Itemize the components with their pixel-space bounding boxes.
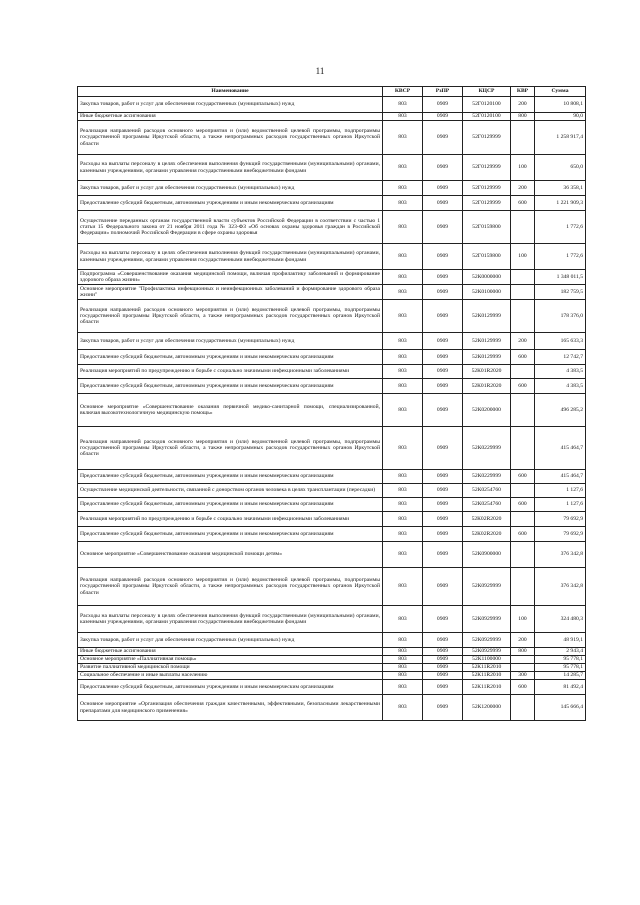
cell-rzpr: 0909 [423, 498, 463, 512]
cell-name: Закупка товаров, работ и услуг для обеспечения государственных (муниципальных) нужд [78, 633, 383, 648]
cell-rzpr: 0909 [423, 512, 463, 527]
cell-name: Предоставление субсидий бюджетным, автономным учреждениям и иным некоммерческим организациям [78, 379, 383, 394]
cell-kvsr: 803 [383, 270, 423, 285]
cell-sum: 1 772,6 [535, 211, 586, 244]
table-header-row [78, 87, 586, 97]
cell-name: Реализация мероприятий по предупреждению и борьбе с социально значимыми инфекционными заболеваниями [78, 365, 383, 379]
cell-rzpr: 0909 [423, 113, 463, 121]
cell-sum: 376 342,8 [535, 568, 586, 606]
cell-sum: 1 221 909,3 [535, 196, 586, 211]
cell-sum: 2 943,4 [535, 648, 586, 656]
budget-table [77, 86, 586, 721]
header-kcsr: КЦСР [463, 87, 511, 97]
cell-kvr: 100 [511, 244, 535, 270]
cell-kcsr: 52К0129999 [463, 300, 511, 333]
cell-name: Основное мероприятие "Профилактика инфекционных и неинфекционных заболеваний и формирование здорового образа жизни" [78, 285, 383, 300]
cell-kvr [511, 300, 535, 333]
cell-name: Основное мероприятие «Совершенствование оказания первичной медико-санитарной помощи, специализированной, включая высокотехнологичную медицинскую помощь» [78, 394, 383, 427]
cell-kcsr: 52Г0129999 [463, 155, 511, 181]
cell-rzpr: 0909 [423, 196, 463, 211]
cell-kvr [511, 427, 535, 470]
cell-kcsr: 52К0929999 [463, 606, 511, 633]
cell-sum: 1 258 917,4 [535, 121, 586, 155]
cell-sum: 14 285,7 [535, 672, 586, 680]
table-row [78, 285, 586, 300]
cell-kcsr: 52К0254760 [463, 484, 511, 498]
cell-name: Предоставление субсидий бюджетным, автономным учреждениям и иным некоммерческим организациям [78, 196, 383, 211]
cell-kvr: 600 [511, 527, 535, 542]
cell-kcsr: 52К01R2020 [463, 365, 511, 379]
cell-sum: 496 285,2 [535, 394, 586, 427]
cell-rzpr: 0909 [423, 333, 463, 350]
cell-kvsr: 803 [383, 350, 423, 365]
cell-sum: 95 778,1 [535, 664, 586, 672]
cell-rzpr: 0909 [423, 394, 463, 427]
cell-rzpr: 0909 [423, 672, 463, 680]
cell-kvr: 200 [511, 633, 535, 648]
cell-kcsr: 52К11R2010 [463, 680, 511, 695]
cell-kvr: 100 [511, 155, 535, 181]
cell-kvsr: 803 [383, 285, 423, 300]
table-row [78, 606, 586, 633]
cell-kvr: 200 [511, 97, 535, 113]
table-row [78, 350, 586, 365]
cell-kcsr: 52К0129999 [463, 350, 511, 365]
cell-sum: 324 480,3 [535, 606, 586, 633]
cell-kvr: 600 [511, 350, 535, 365]
cell-kvr: 600 [511, 498, 535, 512]
cell-name: Осуществление медицинской деятельности, связанной с донорством органов человека в целях трансплантации (пересадки) [78, 484, 383, 498]
cell-rzpr: 0909 [423, 664, 463, 672]
cell-sum: 79 692,9 [535, 527, 586, 542]
cell-rzpr: 0909 [423, 181, 463, 196]
cell-name: Предоставление субсидий бюджетным, автономным учреждениям и иным некоммерческим организациям [78, 470, 383, 484]
page-number: 11 [315, 66, 325, 76]
cell-name: Иные бюджетные ассигнования [78, 648, 383, 656]
cell-sum: 48 919,1 [535, 633, 586, 648]
table-row [78, 121, 586, 155]
cell-rzpr: 0909 [423, 350, 463, 365]
cell-rzpr: 0909 [423, 680, 463, 695]
table-row [78, 113, 586, 121]
cell-kvsr: 803 [383, 664, 423, 672]
table-row [78, 365, 586, 379]
cell-kcsr: 52Г0120100 [463, 97, 511, 113]
cell-kvsr: 803 [383, 498, 423, 512]
cell-name: Закупка товаров, работ и услуг для обеспечения государственных (муниципальных) нужд [78, 97, 383, 113]
cell-kvr: 600 [511, 379, 535, 394]
cell-kvr [511, 285, 535, 300]
cell-kvr: 600 [511, 470, 535, 484]
cell-name: Основное мероприятие «Паллиативная помощь» [78, 656, 383, 664]
table-row [78, 427, 586, 470]
table-row [78, 672, 586, 680]
table-row [78, 470, 586, 484]
cell-name: Иные бюджетные ассигнования [78, 113, 383, 121]
cell-rzpr: 0909 [423, 121, 463, 155]
cell-kvsr: 803 [383, 568, 423, 606]
cell-kvsr: 803 [383, 527, 423, 542]
cell-kvsr: 803 [383, 333, 423, 350]
cell-name: Закупка товаров, работ и услуг для обеспечения государственных (муниципальных) нужд [78, 181, 383, 196]
cell-kvr [511, 365, 535, 379]
table-row [78, 656, 586, 664]
cell-kvsr: 803 [383, 196, 423, 211]
table-row [78, 181, 586, 196]
cell-kcsr: 52Г0129999 [463, 181, 511, 196]
cell-kvr [511, 664, 535, 672]
cell-sum: 1 772,6 [535, 244, 586, 270]
cell-rzpr: 0909 [423, 695, 463, 721]
table-row [78, 484, 586, 498]
cell-name: Расходы на выплаты персоналу в целях обеспечения выполнения функций государственными (муниципальными) органами, казенными учреждениями, органами управления государственными внебюджетными фондами [78, 155, 383, 181]
cell-kvr [511, 211, 535, 244]
cell-kvr [511, 568, 535, 606]
cell-kvsr: 803 [383, 695, 423, 721]
cell-sum: 95 778,1 [535, 656, 586, 664]
header-rzpr: РзПР [423, 87, 463, 97]
cell-name: Реализация мероприятий по предупреждению и борьбе с социально значимыми инфекционными заболеваниями [78, 512, 383, 527]
cell-kvsr: 803 [383, 648, 423, 656]
cell-name: Основное мероприятие «Совершенствование оказания медицинской помощи детям» [78, 542, 383, 568]
cell-kvsr: 803 [383, 394, 423, 427]
table-row [78, 542, 586, 568]
cell-kvsr: 803 [383, 484, 423, 498]
cell-kvsr: 803 [383, 113, 423, 121]
cell-rzpr: 0909 [423, 285, 463, 300]
cell-name: Закупка товаров, работ и услуг для обеспечения государственных (муниципальных) нужд [78, 333, 383, 350]
cell-kcsr: 52К0229999 [463, 470, 511, 484]
cell-name: Социальное обеспечение и иные выплаты населению [78, 672, 383, 680]
cell-kvr [511, 394, 535, 427]
cell-rzpr: 0909 [423, 648, 463, 656]
cell-kcsr: 52Г0129999 [463, 121, 511, 155]
cell-kvsr: 803 [383, 155, 423, 181]
table-row [78, 568, 586, 606]
cell-kvsr: 803 [383, 470, 423, 484]
cell-rzpr: 0909 [423, 470, 463, 484]
table-row [78, 648, 586, 656]
header-kvsr: КВСР [383, 87, 423, 97]
cell-kvr: 800 [511, 648, 535, 656]
cell-name: Подпрограмма «Совершенствование оказания медицинской помощи, включая профилактику заболеваний и формирование здорового образа жизни» [78, 270, 383, 285]
cell-kvsr: 803 [383, 244, 423, 270]
table-row [78, 680, 586, 695]
table-row [78, 97, 586, 113]
cell-kvr [511, 542, 535, 568]
cell-sum: 79 692,9 [535, 512, 586, 527]
cell-kvsr: 803 [383, 512, 423, 527]
cell-sum: 145 666,4 [535, 695, 586, 721]
cell-sum: 1 127,6 [535, 484, 586, 498]
cell-sum: 36 358,1 [535, 181, 586, 196]
header-kvr: КВР [511, 87, 535, 97]
cell-sum: 81 492,4 [535, 680, 586, 695]
cell-kcsr: 52К11R2010 [463, 664, 511, 672]
cell-name: Развитие паллиативной медицинской помощи [78, 664, 383, 672]
cell-kcsr: 52К1200000 [463, 695, 511, 721]
cell-rzpr: 0909 [423, 155, 463, 181]
cell-kcsr: 52Г0159800 [463, 244, 511, 270]
cell-name: Предоставление субсидий бюджетным, автономным учреждениям и иным некоммерческим организациям [78, 498, 383, 512]
cell-kcsr: 52К0254760 [463, 498, 511, 512]
table-row [78, 498, 586, 512]
cell-rzpr: 0909 [423, 270, 463, 285]
cell-kvsr: 803 [383, 211, 423, 244]
cell-kvsr: 803 [383, 606, 423, 633]
cell-kvsr: 803 [383, 656, 423, 664]
cell-kvr: 600 [511, 680, 535, 695]
cell-kvr: 600 [511, 196, 535, 211]
cell-sum: 650,0 [535, 155, 586, 181]
table-row [78, 333, 586, 350]
cell-kvsr: 803 [383, 97, 423, 113]
cell-kcsr: 52Г0159800 [463, 211, 511, 244]
cell-name: Расходы на выплаты персоналу в целях обеспечения выполнения функций государственными (муниципальными) органами, казенными учреждениями, органами управления государственными внебюджетными фондами [78, 244, 383, 270]
cell-kcsr: 52К0229999 [463, 427, 511, 470]
table-row [78, 211, 586, 244]
cell-sum: 12 742,7 [535, 350, 586, 365]
cell-kcsr: 52К02R2020 [463, 512, 511, 527]
table-row [78, 695, 586, 721]
cell-kvsr: 803 [383, 633, 423, 648]
cell-sum: 376 342,8 [535, 542, 586, 568]
cell-rzpr: 0909 [423, 244, 463, 270]
header-name: Наименование [78, 87, 383, 97]
cell-kcsr: 52К0000000 [463, 270, 511, 285]
cell-sum: 1 127,6 [535, 498, 586, 512]
cell-sum: 4 383,5 [535, 365, 586, 379]
cell-kcsr: 52К0900000 [463, 542, 511, 568]
header-sum: Сумма [535, 87, 586, 97]
cell-kvsr: 803 [383, 680, 423, 695]
cell-rzpr: 0909 [423, 542, 463, 568]
cell-kvsr: 803 [383, 181, 423, 196]
cell-kcsr: 52Г0120100 [463, 113, 511, 121]
cell-kvr [511, 484, 535, 498]
cell-rzpr: 0909 [423, 633, 463, 648]
cell-kvr [511, 121, 535, 155]
cell-kvr [511, 695, 535, 721]
cell-sum: 415 464,7 [535, 470, 586, 484]
cell-sum: 178 376,0 [535, 300, 586, 333]
cell-kvr: 200 [511, 333, 535, 350]
cell-kvr [511, 656, 535, 664]
cell-kvsr: 803 [383, 300, 423, 333]
cell-rzpr: 0909 [423, 656, 463, 664]
cell-sum: 10 808,1 [535, 97, 586, 113]
table-row [78, 512, 586, 527]
cell-kcsr: 52К0100000 [463, 285, 511, 300]
cell-kvr [511, 512, 535, 527]
cell-kcsr: 52К1100000 [463, 656, 511, 664]
cell-rzpr: 0909 [423, 379, 463, 394]
cell-name: Реализация направлений расходов основного мероприятия и (или) ведомственной целевой программы, подпрограммы государственной программы Иркутской области, а также непрограммных расходов государственных органов Иркутской области [78, 568, 383, 606]
table-row [78, 196, 586, 211]
cell-kcsr: 52К11R2010 [463, 672, 511, 680]
cell-rzpr: 0909 [423, 365, 463, 379]
table-row [78, 527, 586, 542]
cell-kcsr: 52К0129999 [463, 333, 511, 350]
cell-kvsr: 803 [383, 379, 423, 394]
cell-kvr [511, 270, 535, 285]
cell-rzpr: 0909 [423, 211, 463, 244]
cell-kcsr: 52К0929999 [463, 568, 511, 606]
cell-kvr: 100 [511, 606, 535, 633]
table-row [78, 664, 586, 672]
cell-name: Расходы на выплаты персоналу в целях обеспечения выполнения функций государственными (муниципальными) органами, казенными учреждениями, органами управления государственными внебюджетными фондами [78, 606, 383, 633]
cell-sum: 1 348 011,5 [535, 270, 586, 285]
cell-sum: 4 383,5 [535, 379, 586, 394]
cell-rzpr: 0909 [423, 300, 463, 333]
cell-rzpr: 0909 [423, 568, 463, 606]
table-body [78, 97, 586, 721]
table-row [78, 633, 586, 648]
cell-kcsr: 52К0929999 [463, 648, 511, 656]
cell-kvsr: 803 [383, 121, 423, 155]
cell-kvsr: 803 [383, 542, 423, 568]
table-row [78, 244, 586, 270]
cell-kvsr: 803 [383, 365, 423, 379]
cell-kvr: 300 [511, 672, 535, 680]
cell-kcsr: 52К0929999 [463, 633, 511, 648]
cell-kcsr: 52К0200000 [463, 394, 511, 427]
table-row [78, 379, 586, 394]
cell-rzpr: 0909 [423, 97, 463, 113]
cell-kcsr: 52К01R2020 [463, 379, 511, 394]
table-row [78, 270, 586, 285]
cell-rzpr: 0909 [423, 427, 463, 470]
cell-name: Реализация направлений расходов основного мероприятия и (или) ведомственной целевой программы, подпрограммы государственной программы Иркутской области, а также непрограммных расходов государственных органов Иркутской области [78, 300, 383, 333]
cell-name: Основное мероприятие «Организация обеспечения граждан качественными, эффективными, безопасными лекарственными препаратами для медицинского применения» [78, 695, 383, 721]
table-row [78, 300, 586, 333]
cell-kvsr: 803 [383, 672, 423, 680]
cell-name: Предоставление субсидий бюджетным, автономным учреждениям и иным некоммерческим организациям [78, 680, 383, 695]
cell-sum: 182 759,5 [535, 285, 586, 300]
cell-kvr: 800 [511, 113, 535, 121]
cell-name: Предоставление субсидий бюджетным, автономным учреждениям и иным некоммерческим организациям [78, 527, 383, 542]
cell-name: Предоставление субсидий бюджетным, автономным учреждениям и иным некоммерческим организациям [78, 350, 383, 365]
cell-rzpr: 0909 [423, 527, 463, 542]
cell-rzpr: 0909 [423, 606, 463, 633]
cell-name: Осуществление переданных органам государственной власти субъектов Российской Федерации в соответствии с частью 1 статьи 15 Федерального закона от 21 ноября 2011 года № 323-ФЗ «Об основах охраны здоровья граждан в Российской Федерации» полномочий Российской Федерации в сфере охраны здоровья [78, 211, 383, 244]
cell-sum: 165 633,3 [535, 333, 586, 350]
cell-kcsr: 52Г0129999 [463, 196, 511, 211]
table-row [78, 155, 586, 181]
cell-kcsr: 52К02R2020 [463, 527, 511, 542]
table-row [78, 394, 586, 427]
cell-rzpr: 0909 [423, 484, 463, 498]
cell-kvsr: 803 [383, 427, 423, 470]
cell-name: Реализация направлений расходов основного мероприятия и (или) ведомственной целевой программы, подпрограммы государственной программы Иркутской области, а также непрограммных расходов государственных органов Иркутской области [78, 427, 383, 470]
cell-kvr: 200 [511, 181, 535, 196]
cell-sum: 415 464,7 [535, 427, 586, 470]
cell-sum: 90,0 [535, 113, 586, 121]
cell-name: Реализация направлений расходов основного мероприятия и (или) ведомственной целевой программы, подпрограммы государственной программы Иркутской области, а также непрограммных расходов государственных органов Иркутской области [78, 121, 383, 155]
